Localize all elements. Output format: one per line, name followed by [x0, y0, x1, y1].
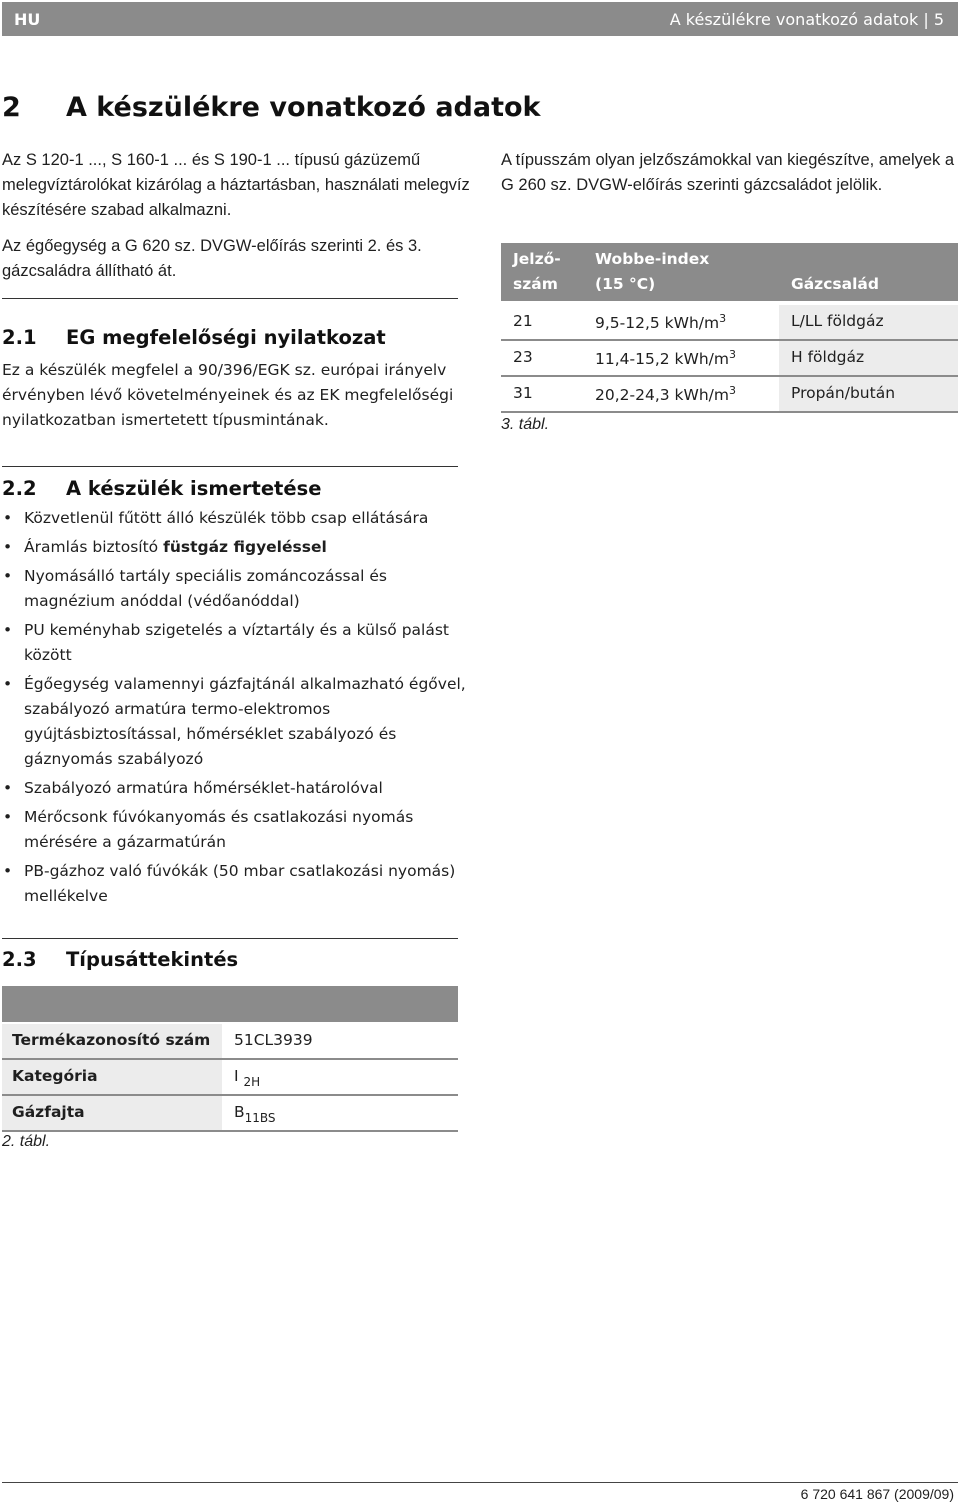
table-header	[2, 986, 458, 1022]
section-title-text: Típusáttekintés	[66, 948, 239, 971]
bullet-icon: •	[3, 567, 13, 585]
bullet-icon: •	[3, 675, 13, 693]
code-cell: 23	[513, 348, 533, 366]
row-value: I $_{2H}$	[234, 1067, 261, 1089]
table-row	[501, 305, 958, 341]
chapter-title	[2, 92, 541, 123]
section-2-3-title	[2, 948, 238, 971]
section-number: 2.3	[2, 948, 37, 971]
row-value: 51CL3939	[234, 1031, 313, 1049]
footer-divider	[2, 1482, 958, 1483]
header-wobbe: Wobbe-index (15 °C)	[595, 250, 710, 293]
code-cell: 21	[513, 312, 533, 330]
gas-table-caption: 3. tábl.	[501, 416, 550, 433]
table-row	[501, 341, 958, 377]
section-title-text: EG megfelelőségi nyilatkozat	[66, 326, 386, 349]
code-cell: 31	[513, 384, 533, 402]
list-item: • Közvetlenül fűtött álló készülék több csap ellátására	[2, 506, 472, 531]
bullet-icon: •	[3, 808, 13, 826]
chapter-title-text: A készülékre vonatkozó adatok	[66, 92, 541, 123]
section-number: 2.2	[2, 477, 37, 500]
family-cell: L/LL földgáz	[791, 312, 884, 330]
row-label: Termékazonosító szám	[12, 1031, 211, 1049]
section-number: 2.1	[2, 326, 37, 349]
bullet-icon: •	[3, 862, 13, 880]
row-value: $B_{11BS}$	[234, 1103, 276, 1125]
table-row	[501, 377, 958, 413]
row-label: Gázfajta	[12, 1103, 85, 1121]
running-title: A készülékre vonatkozó adatok | 5	[669, 10, 944, 29]
family-cell: H földgáz	[791, 348, 865, 366]
type-overview-table	[2, 986, 458, 1132]
right-intro-paragraph: A típusszám olyan jelzőszámokkal van kiegészítve, amelyek a G 260 sz. DVGW-előírás szerinti gázcsaládot jelölik.	[501, 151, 955, 194]
table-header	[501, 243, 958, 301]
list-item: • PB-gázhoz való fúvókák (50 mbar csatlakozási nyomás) mellékelve	[2, 859, 472, 909]
list-item: • Szabályozó armatúra hőmérséklet-határolóval	[2, 776, 472, 801]
section-divider	[2, 938, 458, 939]
bullet-icon: •	[3, 779, 13, 797]
table-row	[2, 1024, 458, 1060]
bullet-icon: •	[3, 621, 13, 639]
table-row	[2, 1060, 458, 1096]
document-code: 6 720 641 867 (2009/09)	[800, 1486, 954, 1502]
feature-list	[2, 506, 472, 913]
header-code: Jelző- szám	[513, 250, 561, 293]
header-family: Gázcsalád	[791, 275, 879, 293]
language-code: HU	[14, 10, 41, 29]
list-item: • Mérőcsonk fúvókanyomás és csatlakozási nyomás mérésére a gázarmatúrán	[2, 805, 472, 855]
intro-paragraph-2: Az égőegység a G 620 sz. DVGW-előírás szerinti 2. és 3. gázcsaládra állítható át.	[2, 237, 422, 280]
type-table-caption: 2. tábl.	[2, 1133, 51, 1150]
list-item: • Égőegység valamennyi gázfajtánál alkalmazható égővel, szabályozó armatúra termo-elektromos gyújtásbiztosítással, hőmérséklet szabályozó és gáznyomás szabályozó	[2, 672, 472, 772]
section-2-1-text: Ez a készülék megfelel a 90/396/EGK sz. európai irányelv érvényben lévő követelményeinek és az EK megfelelőségi nyilatkozatban ismertetett típusmintának.	[2, 361, 454, 429]
list-item: • PU keményhab szigetelés a víztartály és a külső palást között	[2, 618, 472, 668]
family-cell: Propán/bután	[791, 384, 896, 402]
gas-family-table	[501, 243, 958, 413]
wobbe-cell: 9,5-12,5 kWh/$m^3$	[595, 312, 727, 332]
row-label: Kategória	[12, 1067, 98, 1085]
header-bar	[2, 2, 958, 36]
chapter-number: 2	[2, 92, 21, 123]
section-divider	[2, 466, 458, 467]
table-row	[2, 1096, 458, 1132]
intro-paragraph-1: Az S 120-1 ..., S 160-1 ... és S 190-1 ... típusú gázüzemű melegvíztárolókat kizárólag a háztartásban, használati melegvíz készítésére szabad alkalmazni.	[2, 151, 470, 219]
section-2-2-title	[2, 477, 321, 500]
section-2-1-title	[2, 326, 386, 349]
bullet-icon: •	[3, 509, 13, 527]
wobbe-cell: 11,4-15,2 kWh/$m^3$	[595, 348, 736, 368]
bullet-icon: •	[3, 538, 13, 556]
section-divider	[2, 298, 458, 299]
list-item: • Áramlás biztosító füstgáz figyeléssel	[2, 535, 472, 560]
section-title-text: A készülék ismertetése	[66, 477, 322, 500]
list-item: • Nyomásálló tartály speciális zománcozással és magnézium anóddal (védőanóddal)	[2, 564, 472, 614]
wobbe-cell: 20,2-24,3 kWh/$m^3$	[595, 384, 736, 404]
